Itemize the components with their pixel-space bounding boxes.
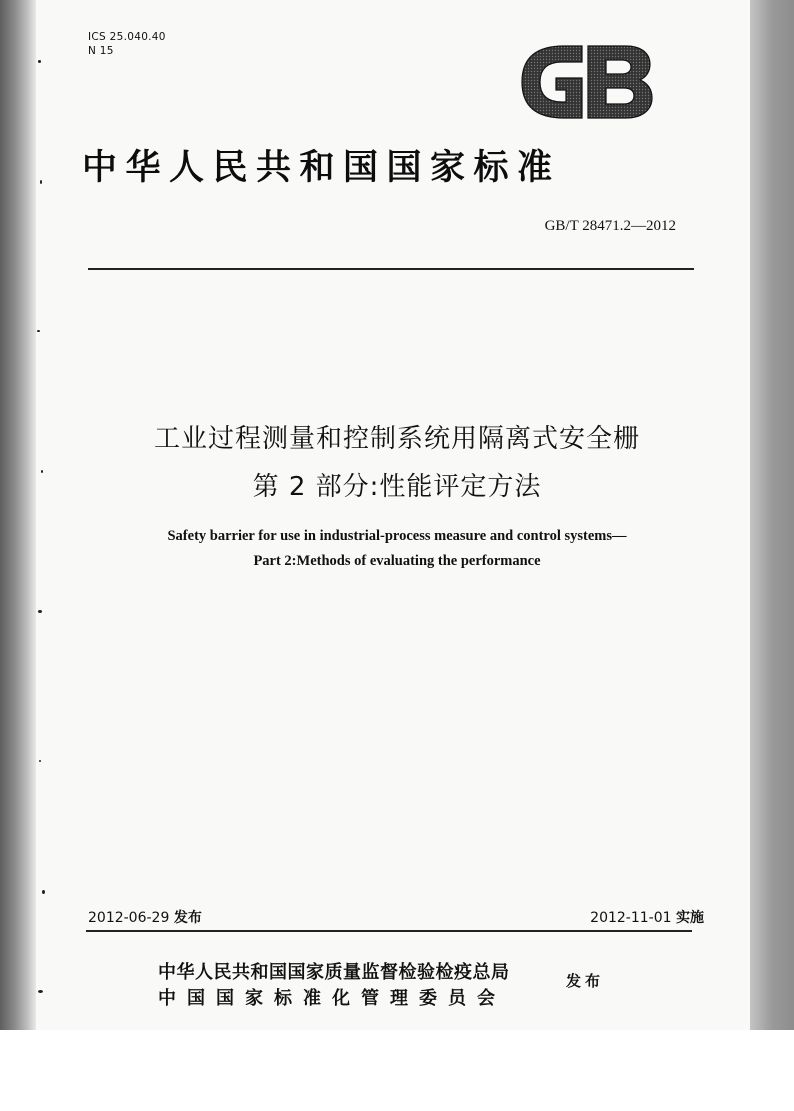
implement-date	[590, 907, 704, 927]
title-english-line-2: Part 2:Methods of evaluating the performance	[253, 553, 541, 569]
ics-code: ICS 25.040.40	[88, 31, 166, 43]
issue-label: 发布	[566, 972, 605, 990]
scan-right-edge	[750, 0, 794, 1030]
standard-number: GB/T 28471.2—2012	[544, 218, 676, 234]
publish-date-label: 发布	[173, 910, 202, 926]
header-divider	[88, 268, 694, 270]
implement-date-value: 2012-11-01	[590, 910, 672, 926]
publish-date-value: 2012-06-29	[88, 910, 170, 926]
implement-date-label: 实施	[676, 910, 704, 926]
gb-logo	[512, 40, 656, 124]
title-english-line-1: Safety barrier for use in industrial-process measure and control systems—	[167, 528, 627, 544]
issuer-line-1: 中华人民共和国国家质量监督检验检疫总局	[158, 962, 510, 983]
classification-codes	[88, 30, 166, 58]
footer-divider	[86, 930, 692, 932]
ccs-code: N 15	[88, 45, 114, 57]
national-standard-title: 中华人民共和国国家标准	[82, 147, 561, 188]
publish-date	[88, 907, 202, 927]
issuer-line-2: 中国国家标准化管理委员会	[158, 988, 506, 1009]
title-chinese-line-2: 第 2 部分:性能评定方法	[252, 472, 542, 502]
title-chinese-line-1: 工业过程测量和控制系统用隔离式安全栅	[153, 424, 640, 454]
scan-left-edge	[0, 0, 36, 1030]
